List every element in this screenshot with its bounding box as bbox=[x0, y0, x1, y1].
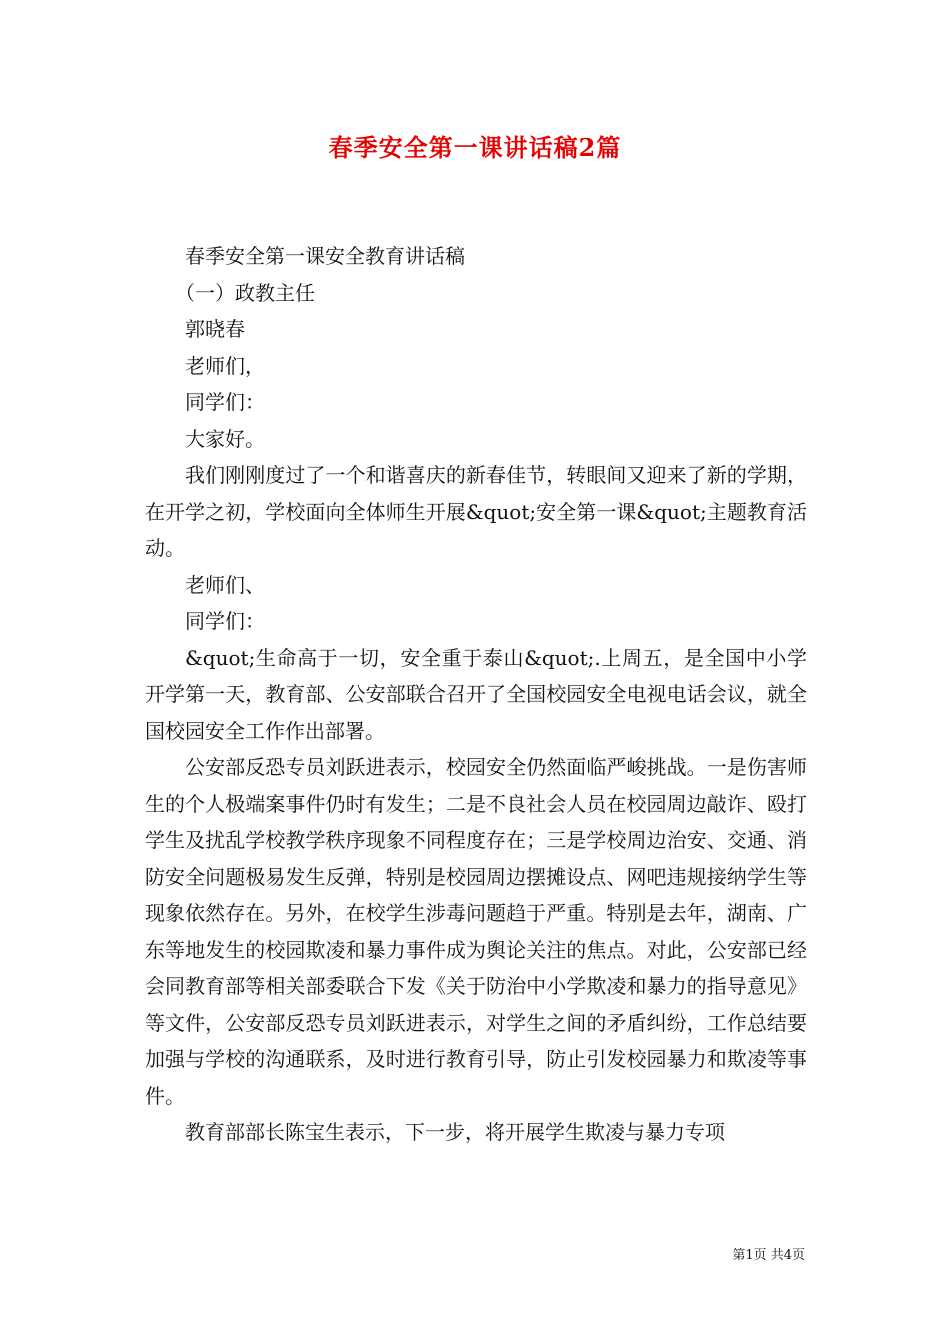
document-body bbox=[145, 238, 807, 1151]
paragraph: 春季安全第一课安全教育讲话稿 bbox=[185, 244, 465, 268]
paragraph: 老师们、 bbox=[185, 572, 265, 597]
paragraph: 郭晓春 bbox=[185, 317, 245, 341]
paragraph: 我们刚刚度过了一个和谐喜庆的新春佳节，转眼间又迎来了新的学期，在开学之初，学校面向全体师生开展&quot;安全第一课&quot;主题教育活动。 bbox=[145, 463, 807, 560]
paragraph: 同学们： bbox=[185, 609, 265, 633]
paragraph: &quot;生命高于一切，安全重于泰山&quot;.上周五，是全国中小学开学第一天，教育部、公安部联合召开了全国校园安全电视电话会议，就全国校园安全工作作出部署。 bbox=[145, 645, 807, 743]
paragraph: （一）政教主任 bbox=[175, 280, 315, 305]
document-title: 春季安全第一课讲话稿2篇 bbox=[328, 133, 622, 162]
paragraph: 公安部反恐专员刘跃进表示，校园安全仍然面临严峻挑战。一是伤害师生的个人极端案事件仍时有发生；二是不良社会人员在校园周边敲诈、殴打学生及扰乱学校教学秩序现象不同程度存在；三是学校周边治安、交通、消防安全问题极易发生反弹，特别是校园周边摆摊设点、网吧违规接纳学生等现象依然存在。另外，在校学生涉毒问题趋于严重。特别是去年，湖南、广东等地发生的校园欺凌和暴力事件成为舆论关注的焦点。对此，公安部已经会同教育部等相关部委联合下发《关于防治中小学欺凌和暴力的指导意见》等文件，公安部反恐专员刘跃进表示，对学生之间的矛盾纠纷，工作总结要加强与学校的沟通联系，及时进行教育引导，防止引发校园暴力和欺凌等事件。 bbox=[145, 755, 807, 1108]
paragraph: 同学们： bbox=[185, 390, 265, 414]
page-number: 第1页 共4页 bbox=[732, 1248, 805, 1263]
paragraph: 大家好。 bbox=[185, 426, 265, 451]
paragraph: 教育部部长陈宝生表示，下一步，将开展学生欺凌与暴力专项 bbox=[185, 1120, 725, 1144]
paragraph: 老师们， bbox=[185, 353, 265, 378]
